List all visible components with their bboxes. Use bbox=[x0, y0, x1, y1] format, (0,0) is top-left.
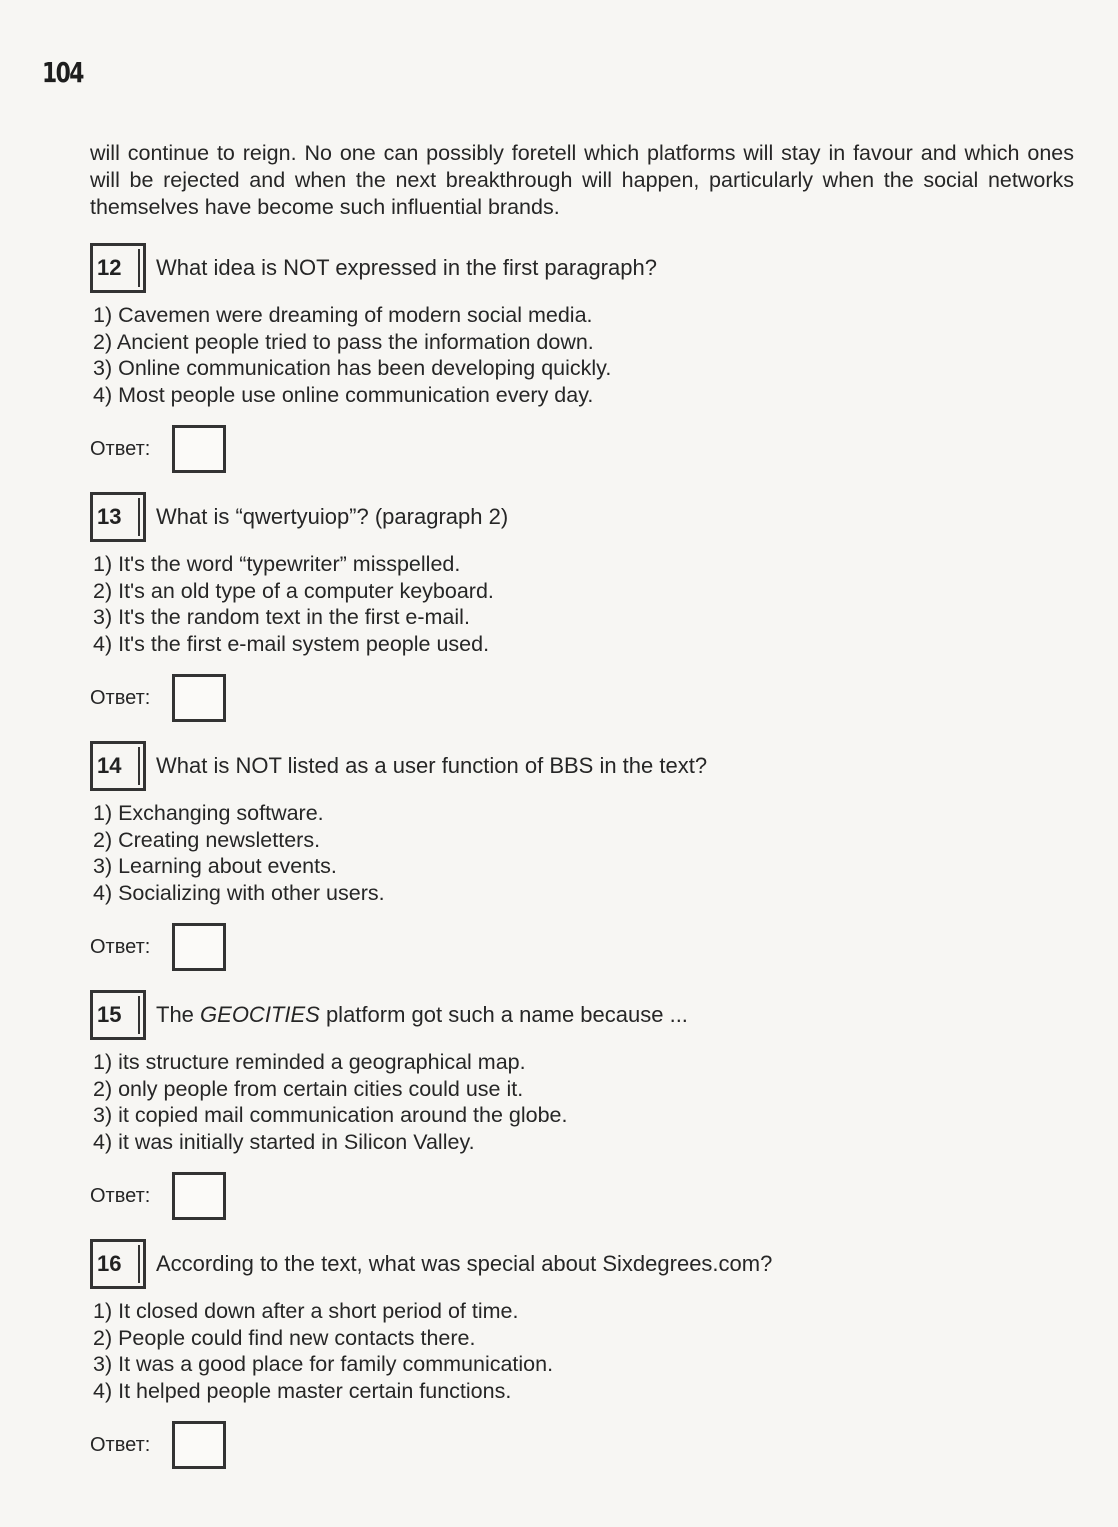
question-number: 13 bbox=[97, 504, 122, 529]
question-number-box bbox=[90, 243, 146, 293]
option-2: 2) Creating newsletters. bbox=[93, 827, 321, 852]
option-4: 4) It's the first e-mail system people used. bbox=[93, 631, 490, 656]
option-3: 3) It was a good place for family communication. bbox=[93, 1352, 554, 1377]
option-4: 4) Most people use online communication every day. bbox=[93, 382, 594, 407]
answer-row bbox=[90, 674, 1040, 722]
option-1: 1) It closed down after a short period of time. bbox=[93, 1299, 519, 1323]
answer-box[interactable] bbox=[172, 425, 226, 473]
page-number: 104 bbox=[42, 56, 83, 89]
question-number: 15 bbox=[97, 1002, 122, 1027]
question-13 bbox=[90, 492, 1040, 722]
options-list bbox=[93, 551, 1040, 657]
options-list bbox=[93, 1298, 1040, 1404]
option-1: 1) its structure reminded a geographical map. bbox=[93, 1050, 526, 1074]
options-list bbox=[93, 800, 1040, 906]
question-header bbox=[90, 990, 1040, 1040]
option-3: 3) Online communication has been developing quickly. bbox=[93, 356, 612, 381]
answer-label: Ответ: bbox=[90, 1433, 151, 1456]
question-14 bbox=[90, 741, 1040, 971]
question-number-box bbox=[90, 741, 146, 791]
answer-row bbox=[90, 425, 1040, 473]
option-2: 2) only people from certain cities could use it. bbox=[93, 1076, 524, 1101]
option-1: 1) Cavemen were dreaming of modern social media. bbox=[93, 303, 593, 327]
options-list bbox=[93, 302, 1040, 408]
option-3: 3) Learning about events. bbox=[93, 854, 337, 879]
question-number: 16 bbox=[97, 1251, 122, 1276]
question-number-box bbox=[90, 1239, 146, 1289]
platform-name: GEOCITIES bbox=[200, 1002, 320, 1027]
option-4: 4) It helped people master certain functions. bbox=[93, 1378, 512, 1403]
question-text: What is NOT listed as a user function of BBS in the text? bbox=[156, 753, 708, 778]
options-list bbox=[93, 1049, 1040, 1155]
intro-paragraph: will continue to reign. No one can possibly foretell which platforms will stay in favour and which ones will be rejected and when the next breakthrough will happen, particularly when the social networks themselves have become such influential brands. bbox=[90, 141, 1074, 219]
question-number-box bbox=[90, 990, 146, 1040]
question-header bbox=[90, 1239, 1040, 1289]
answer-label: Ответ: bbox=[90, 935, 151, 958]
option-4: 4) Socializing with other users. bbox=[93, 880, 385, 905]
question-text: What is “qwertyuiop”? (paragraph 2) bbox=[156, 504, 509, 529]
option-3: 3) it copied mail communication around the globe. bbox=[93, 1103, 568, 1128]
question-16 bbox=[90, 1239, 1040, 1469]
answer-box[interactable] bbox=[172, 923, 226, 971]
option-4: 4) it was initially started in Silicon Valley. bbox=[93, 1129, 475, 1154]
question-header bbox=[90, 492, 1040, 542]
option-1: 1) Exchanging software. bbox=[93, 801, 324, 825]
question-number: 12 bbox=[97, 255, 122, 280]
answer-row bbox=[90, 1421, 1040, 1469]
answer-row bbox=[90, 923, 1040, 971]
option-2: 2) Ancient people tried to pass the information down. bbox=[93, 329, 594, 354]
question-number-box bbox=[90, 492, 146, 542]
answer-box[interactable] bbox=[172, 1172, 226, 1220]
answer-row bbox=[90, 1172, 1040, 1220]
question-12 bbox=[90, 243, 1040, 473]
option-3: 3) It's the random text in the first e-mail. bbox=[93, 605, 470, 630]
option-2: 2) It's an old type of a computer keyboard. bbox=[93, 578, 494, 603]
question-header bbox=[90, 741, 1040, 791]
question-text: What idea is NOT expressed in the first paragraph? bbox=[156, 255, 657, 280]
question-text-end: platform got such a name because ... bbox=[319, 1002, 688, 1027]
question-number: 14 bbox=[97, 753, 122, 778]
answer-box[interactable] bbox=[172, 1421, 226, 1469]
question-15 bbox=[90, 990, 1040, 1220]
answer-label: Ответ: bbox=[90, 686, 151, 709]
question-text-start: The bbox=[156, 1002, 201, 1027]
option-1: 1) It's the word “typewriter” misspelled. bbox=[93, 552, 461, 576]
question-text bbox=[156, 1002, 688, 1028]
question-text: According to the text, what was special about Sixdegrees.com? bbox=[156, 1251, 773, 1276]
option-2: 2) People could find new contacts there. bbox=[93, 1325, 476, 1350]
question-header bbox=[90, 243, 1040, 293]
answer-box[interactable] bbox=[172, 674, 226, 722]
answer-label: Ответ: bbox=[90, 437, 151, 460]
answer-label: Ответ: bbox=[90, 1184, 151, 1207]
